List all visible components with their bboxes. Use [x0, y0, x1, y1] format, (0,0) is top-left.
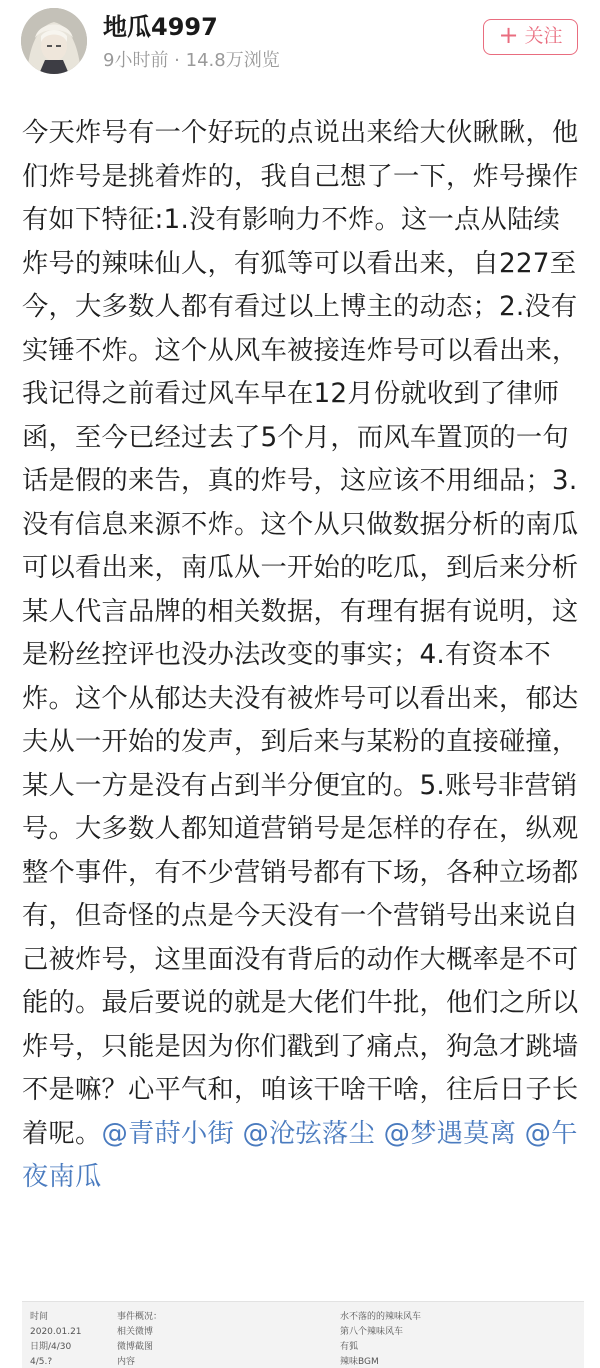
attached-text: 4/5.?	[30, 1357, 53, 1367]
attached-text: 日期/4/30	[30, 1342, 72, 1352]
attached-text: 内容	[117, 1357, 136, 1367]
avatar[interactable]	[21, 8, 87, 74]
attached-text: 水不落的的辣味风车	[340, 1312, 422, 1322]
mention-link[interactable]: @青莳小街	[101, 1118, 234, 1149]
attached-text: 相关微博	[117, 1327, 154, 1337]
attached-image-left-column	[30, 1310, 82, 1368]
attached-text: 事件概况：	[117, 1312, 163, 1322]
post-meta: 9小时前 · 14.8万浏览	[103, 50, 280, 71]
mention-link[interactable]: @沧弦落尘	[242, 1118, 376, 1149]
mention-link[interactable]: @梦遇莫离	[383, 1118, 517, 1149]
post-text: 今天炸号有一个好玩的点说出来给大伙瞅瞅，他们炸号是挑着炸的，我自己想了一下，炸号操作有如下特征:1.没有影响力不炸。这一点从陆续炸号的辣味仙人，有狐等可以看出来，自227至今，大多数人都有看过以上博主的动态；2.没有实锤不炸。这个从风车被接连炸号可以看出来，我记得之前看过风车早在12月份就收到了律师函，至今已经过去了5个月，而风车置顶的一句话是假的来告，真的炸号，这应该不用细品；3.没有信息来源不炸。这个从只做数据分析的南瓜可以看出来，南瓜从一开始的吃瓜，到后来分析某人代言品牌的相关数据，有理有据有说明，这是粉丝控评也没办法改变的事实；4.有资本不炸。这个从郁达夫没有被炸号可以看出来，郁达夫从一开始的发声，到后来与某粉的直接碰撞，某人一方是没有占到半分便宜的。5.账号非营销号。大多数人都知道营销号是怎样的存在，纵观整个事件，有不少营销号都有下场，各种立场都有，但奇怪的点是今天没有一个营销号出来说自己被炸号，这里面没有背后的动作大概率是不可能的。最后要说的就是大佬们牛批，他们之所以炸号，只能是因为你们戳到了痛点，狗急才跳墙不是嘛？心平气和，咱该干啥干啥，往后日子长着呢。	[22, 118, 579, 1149]
attached-text: 2020.01.21	[30, 1327, 82, 1337]
attached-text: 时间	[30, 1312, 49, 1322]
post-body	[22, 112, 584, 1200]
post-header	[0, 0, 600, 86]
attached-text: 微博截图	[117, 1342, 154, 1352]
attached-image[interactable]	[22, 1301, 584, 1368]
attached-text: 辣味BGM	[340, 1357, 379, 1367]
username[interactable]: 地瓜4997	[103, 13, 218, 41]
plus-icon: +	[498, 21, 519, 49]
mention-link[interactable]: @午夜南瓜	[22, 1118, 578, 1192]
attached-image-mid-column	[117, 1310, 162, 1368]
attached-text: 有狐	[340, 1342, 359, 1352]
attached-text: 第八个辣味风车	[340, 1327, 404, 1337]
attached-image-right-column	[340, 1310, 421, 1368]
avatar-image	[21, 8, 87, 74]
follow-button[interactable]	[483, 19, 578, 55]
follow-label: 关注	[524, 25, 563, 47]
